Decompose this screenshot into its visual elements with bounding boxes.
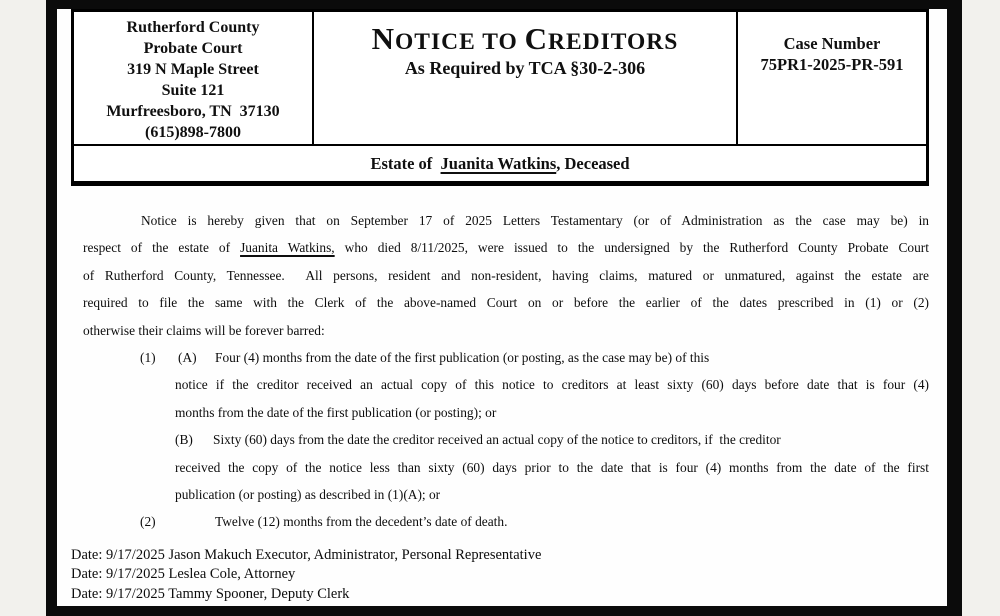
court-suite: Suite 121 [161, 82, 225, 99]
notice-title-cell [314, 12, 738, 144]
date-line-attorney: Date: 9/17/2025 Leslea Cole, Attorney [71, 566, 296, 583]
notice-body [83, 207, 929, 536]
decedent-name: Juanita Watkins [440, 154, 557, 173]
decedent-name-inline: Juanita Watkins, [240, 240, 335, 256]
paragraph-line-5: otherwise their claims will be forever barred: [83, 322, 325, 338]
case-number-value: 75PR1-2025-PR-591 [760, 55, 904, 74]
case-number-cell [738, 12, 926, 144]
list-item-1b-line2: received the copy of the notice less than sixty (60) days prior to the date that is four (4) months from the date of the first [175, 459, 929, 475]
notice-subtitle: As Required by TCA §30-2-306 [404, 58, 646, 78]
list-item-1a-line2: notice if the creditor received an actual copy of this notice to creditors at least sixty (60) days before date that is four (4) [175, 377, 929, 393]
estate-prefix: Estate of [370, 154, 441, 173]
paragraph-line-1: Notice is hereby given that on September 17 of 2025 Letters Testamentary (or of Administration as the case may be) in [141, 213, 929, 228]
court-phone: (615)898-7800 [145, 124, 241, 141]
case-number-label: Case Number [783, 34, 881, 53]
page-frame [46, 0, 962, 616]
court-street: 319 N Maple Street [127, 61, 259, 78]
court-city-state-zip: Murfreesboro, TN 37130 [106, 103, 280, 120]
title-part-1: OTICE TO [395, 29, 525, 55]
page-inner [57, 9, 947, 606]
list-marker-1a: (A) [178, 349, 197, 365]
item-1a-text-1: Four (4) months from the date of the first publication (or posting, as the case may be) of this [215, 349, 710, 365]
title-initial-2: C [524, 21, 549, 56]
line2-suffix: who died 8/11/2025, were issued to the undersigned by the Rutherford County Probate Court [334, 240, 929, 256]
title-initial-1: N [371, 21, 396, 56]
list-item-1b-line1 [83, 426, 929, 453]
list-marker-1b: (B) [175, 432, 193, 448]
item-2-text: Twelve (12) months from the decedent’s date of death. [215, 514, 508, 530]
list-marker-1: (1) [140, 349, 156, 365]
court-name-line1: Rutherford County [126, 19, 260, 36]
list-item-1a-line3: months from the date of the first publication (or posting); or [175, 404, 497, 420]
signature-date-block [71, 546, 541, 604]
paragraph-line-3: of Rutherford County, Tennessee. All persons, resident and non-resident, having claims, matured or unmatured, against the estate are [83, 267, 929, 283]
court-name-line2: Probate Court [143, 40, 243, 57]
list-marker-2: (2) [140, 514, 156, 530]
date-line-deputy-clerk: Date: 9/17/2025 Tammy Spooner, Deputy Clerk [71, 585, 350, 602]
header-row [74, 12, 926, 146]
header-table [71, 9, 929, 186]
list-item-1a-line1 [83, 344, 929, 371]
item-1b-text-1: Sixty (60) days from the date the creditor received an actual copy of the notice to creditors, if the creditor [213, 432, 781, 448]
probate-court-address-block [74, 12, 314, 144]
list-item-2 [83, 508, 929, 535]
title-part-2: REDITORS [548, 29, 679, 55]
date-line-executor: Date: 9/17/2025 Jason Makuch Executor, Administrator, Personal Representative [71, 547, 542, 563]
estate-suffix: , Deceased [556, 154, 630, 173]
line2-prefix: respect of the estate of [83, 240, 241, 256]
list-item-1b-line3: publication (or posting) as described in (1)(A); or [175, 486, 441, 502]
paragraph-line-4: required to file the same with the Clerk of the above-named Court on or before the earlier of the dates prescribed in (1) or (2) [83, 295, 929, 311]
notice-title [314, 21, 736, 57]
paragraph-line-2 [83, 234, 929, 261]
estate-of-line [74, 146, 926, 181]
